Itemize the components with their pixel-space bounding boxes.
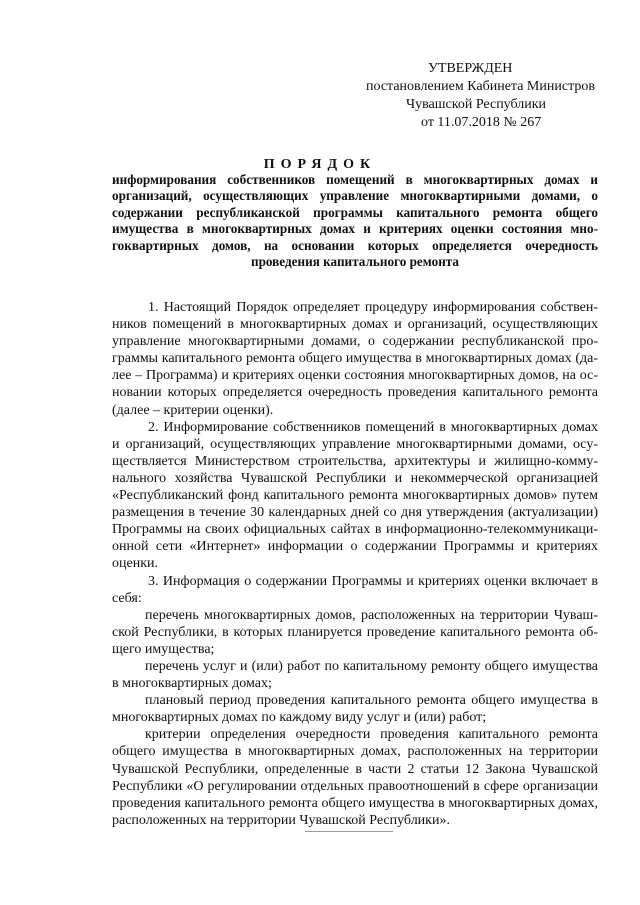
approval-authority: постановлением Кабинета Министров xyxy=(366,79,595,94)
list-item-line: ской Республики, в которых планируется проведение капитального ремонта об- xyxy=(112,624,598,640)
document-title: ПОРЯДОК xyxy=(263,157,377,172)
list-item-line: щего имущества; xyxy=(112,641,215,657)
subtitle-line: имущества в многоквартирных домах и критериях оценки состояния мно- xyxy=(112,221,598,237)
list-item-line: перечень многоквартирных домов, расположенных на территории Чуваш- xyxy=(145,607,598,623)
list-item-line: критерии определения очередности проведения капитального ремонта xyxy=(145,727,598,743)
document-body xyxy=(112,299,598,829)
paragraph-2-line: нального хозяйства Чувашской Республики и некоммерческой организацией xyxy=(112,470,598,486)
list-item-line: плановый период проведения капитального ремонта общего имущества в xyxy=(145,693,598,709)
approval-heading: УТВЕРЖДЕН xyxy=(428,61,513,76)
list-item-line: перечень услуг и (или) работ по капитальному ремонту общего имущества xyxy=(145,658,598,674)
paragraph-1-line: лее – Программа) и критериях оценки состояния многоквартирных домов, на ос- xyxy=(112,368,598,384)
paragraph-3-line: себя: xyxy=(112,590,142,606)
list-item-line: в многоквартирных домах; xyxy=(112,676,272,692)
paragraph-1-line: управление многоквартирными домами, о содержании республиканской про- xyxy=(112,334,598,350)
list-item-line: Чувашской Республики, определенные в части 2 статьи 12 Закона Чувашской xyxy=(112,761,598,777)
list-item-line: Республики «О регулировании отдельных правоотношений в сфере организации xyxy=(112,778,598,794)
paragraph-2-line: 2. Информирование собственников помещений в многоквартирных домах xyxy=(148,419,598,435)
approval-region: Чувашской Республики xyxy=(406,97,547,112)
paragraph-2-line: ществляется Министерством строительства, архитектуры и жилищно-комму- xyxy=(112,453,598,469)
paragraph-1-line: (далее – критерии оценки). xyxy=(112,402,274,418)
list-item-line: расположенных на территории Чувашской Республики». xyxy=(112,812,450,828)
list-item-line: многоквартирных домах по каждому виду услуг и (или) работ; xyxy=(112,710,487,726)
subtitle-line: информирования собственников помещений в многоквартирных домах и xyxy=(112,172,598,187)
subtitle-line: организаций, осуществляющих управление многоквартирными домами, о xyxy=(112,188,598,204)
list-item-line: проведения капитального ремонта общего имущества в многоквартирных домах, xyxy=(112,795,598,811)
paragraph-2-line: «Республиканский фонд капитального ремонта многоквартирных домов» путем xyxy=(112,488,598,504)
subtitle-line: содержании республиканской программы капитального ремонта общего xyxy=(112,204,598,220)
paragraph-1-line: граммы капитального ремонта общего имущества в многоквартирных домах (да- xyxy=(112,351,598,367)
paragraph-2-line: размещения в течение 30 календарных дней со дня утверждения (актуализации) xyxy=(112,505,598,521)
paragraph-1-line: ников помещений в многоквартирных домах и организаций, осуществляющих xyxy=(112,317,598,333)
footer-divider xyxy=(305,831,393,832)
document-subtitle xyxy=(112,172,598,270)
approval-date-number: от 11.07.2018 № 267 xyxy=(421,115,542,130)
paragraph-2-line: и организаций, осуществляющих управление многоквартирными домами, осу- xyxy=(112,436,598,452)
subtitle-line: гоквартирных домов, на основании которых определяется очередность xyxy=(112,237,598,253)
paragraph-2-line: Программы на своих официальных сайтах в информационно-телекоммуникаци- xyxy=(112,522,598,538)
paragraph-2-line: онной сети «Интернет» информации о содержании Программы и критериях xyxy=(112,539,598,555)
paragraph-1-line: новании которых определяется очередность проведения капитального ремонта xyxy=(112,385,598,401)
paragraph-3-line: 3. Информация о содержании Программы и критериях оценки включает в xyxy=(148,573,598,589)
list-item-line: общего имущества в многоквартирных домах, расположенных на территории xyxy=(112,744,598,760)
approval-stamp-block xyxy=(366,60,606,132)
paragraph-2-line: оценки. xyxy=(112,556,158,572)
subtitle-line: проведения капитального ремонта xyxy=(250,254,460,270)
paragraph-1-line: 1. Настоящий Порядок определяет процедуру информирования собствен- xyxy=(148,300,598,315)
